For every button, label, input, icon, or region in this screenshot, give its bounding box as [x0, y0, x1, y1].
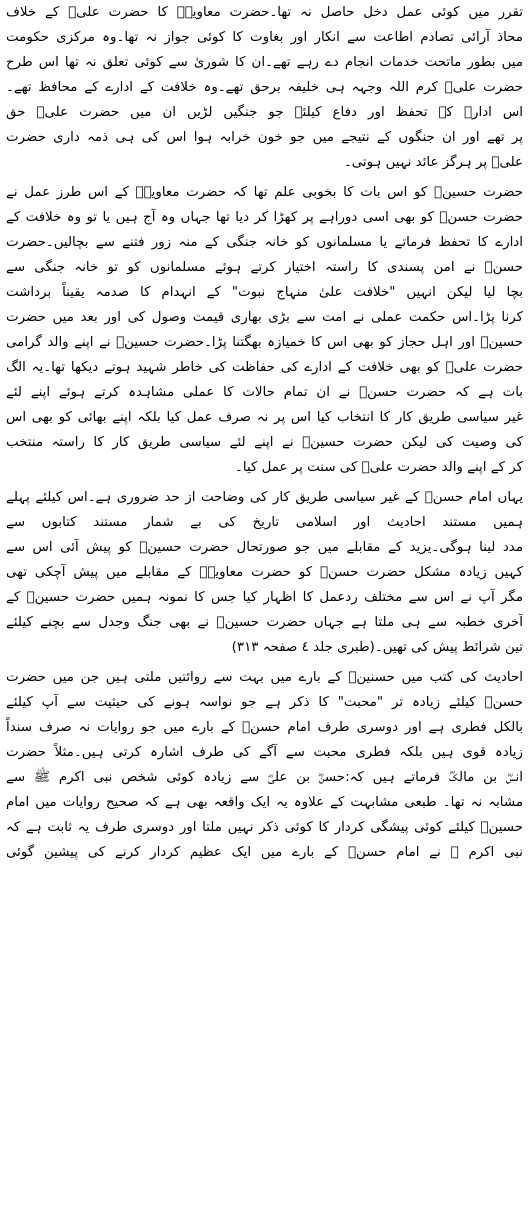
- text-line: میں بطور ماتحت خدمات انجام دے رہے تھے۔ان کا شوریٰ سے کوئی تعلق نہ تھا اس طرح: [6, 55, 523, 70]
- text-line: حضرت حسینؓ کو اس بات کا بخوبی علم تھا کہ حضرت معاویہؓ کے اس طرز عمل نے: [6, 185, 523, 200]
- text-line: بچا لیا لیکن انہیں "خلافت علیٰ منہاج نبوت" کے انہدام کا صدمہ یقیناً برداشت: [6, 285, 523, 300]
- text-line: کہیں زیادہ مشکل حضرت حسنؓ کو حضرت معاویہؓ کے مقابلے میں پیش آچکی تھی: [6, 565, 523, 580]
- text-line: زیادہ قوی ہیں بلکہ فطری محبت سے آگے کی طرف اشارہ کرتی ہیں۔مثلاً حضرت: [6, 745, 523, 760]
- text-line: اس ادارے کے تحفظ اور دفاع کیلئے جو جنگیں لڑیں ان میں حضرت علیؓ حق: [6, 105, 523, 120]
- text-line: علیؓ پر ہرگز عائد نہیں ہوتی۔: [343, 155, 523, 170]
- text-line: حضرت علیؓ کرم اللہ وجہہ ہی خلیفہ برحق تھے۔وہ خلافت کے ادارے کے محافظ تھے۔: [6, 80, 523, 95]
- text-line: تقرر میں کوئی عمل دخل حاصل نہ تھا۔حضرت معاویہؓ کا حضرت علیؓ کے خلاف: [6, 5, 523, 20]
- text-line: حضرت علیؓ کو بھی خلافت کے ادارے کی حفاظت کی خاطر شہید ہوتے دیکھا تھا۔یہ الگ: [6, 360, 523, 375]
- text-line: بات ہے کہ حضرت حسنؓ نے ان تمام حالات کا عملی مشاہدہ کرتے ہوئے اپنے لئے: [6, 385, 523, 400]
- text-line: ادارے کا تحفظ فرماتے یا مسلمانوں کو خانہ جنگی کے منہ زور فتنے سے بچالیں۔حضرت: [6, 235, 523, 250]
- text-line: مشابہ نہ تھا۔ طبعی مشابہت کے علاوہ یہ ایک واقعہ بھی ہے کہ صحیح روایات میں امام: [6, 795, 523, 810]
- paragraph: [6, 665, 523, 865]
- text-line: کر کے اپنے والد حضرت علیؓ کی سنت پر عمل کیا۔: [235, 460, 523, 475]
- text-line: ہمیں مستند احادیث اور اسلامی تاریخ کی بے شمار مستند کتابوں سے: [6, 515, 523, 530]
- text-line: حسنؓ کیلئے زیادہ تر "محبت" کا ذکر ہے جو نواسہ ہونے کی حیثیت سے آپ کیلئے: [6, 695, 523, 710]
- text-line: حسنؓ نے امن پسندی کا راستہ اختیار کرتے ہوئے مسلمانوں کو تو خانہ جنگی سے: [6, 260, 523, 275]
- text-line: تین شرائط پیش کی تھیں۔(طبری جلد ٤ صفحہ ٣١٣): [231, 640, 523, 655]
- text-line: محاذ آرائی تصادم اطاعت سے انکار اور بغاوت کا کوئی جواز نہ تھا۔وہ مرکزی حکومت: [6, 30, 523, 45]
- text-line: مدد لینا ہوگی۔یزید کے مقابلے میں جو صورتحال حضرت حسینؓ کو پیش آئی اس سے: [6, 540, 523, 555]
- text-line: احادیث کی کتب میں حسنینؓ کے بارے میں بہت سے روائتیں ملتی ہیں جن میں حضرت: [6, 670, 523, 685]
- text-line: نبی اکرم ﷺ نے امام حسنؓ کے بارے میں ایک عظیم کردار کرنے کی پیشین گوئی: [6, 845, 523, 860]
- text-line: یہاں امام حسنؓ کے غیر سیاسی طریق کار کی وضاحت از حد ضروری ہے۔اس کیلئے پہلے: [6, 490, 523, 505]
- text-line: حسینؓ اور اہل حجاز کو بھی اس کا خمیازہ بھگتنا پڑا۔حضرت حسینؓ نے اپنے والد گرامی: [6, 335, 523, 350]
- document-page: [6, 0, 523, 1209]
- text-line: آخری خطبہ سے ہی ملتا ہے جہاں حضرت حسینؓ نے بھی جنگ وجدل سے بچنے کیلئے: [6, 615, 523, 630]
- text-line: حضرت حسنؓ کو بھی اسی دوراہے پر کھڑا کر دیا تھا جہاں وہ آج ہیں یا تو وہ خلافت کے: [6, 210, 523, 225]
- text-line: انسؓ بن مالکؓ فرماتے ہیں کہ:حسنؓ بن علیؓ سے زیادہ کوئی شخص نبی اکرم ﷺ سے: [6, 770, 523, 785]
- paragraph: [6, 180, 523, 480]
- text-line: مگر آپ نے اس سے مختلف ردعمل کا اظہار کیا جس کا نمونہ ہمیں حضرت حسینؓ کے: [6, 590, 523, 605]
- paragraph: [6, 0, 523, 175]
- text-line: کرنا پڑا۔اس حکمت عملی نے امت سے بڑی بھاری قیمت وصول کی اور بعد میں حضرت: [6, 310, 523, 325]
- text-line: غیر سیاسی طریق کار کا انتخاب کیا اس پر نہ صرف عمل کیا بلکہ اپنے بھائی کو بھی اس: [6, 410, 523, 425]
- text-line: حسینؓ کیلئے کوئی پیشگی کردار کا کوئی ذکر نہیں ملتا اور دوسری طرف یہ ثابت ہے کہ: [6, 820, 523, 835]
- text-line: پر تھے اور ان جنگوں کے نتیجے میں جو خون خرابہ ہوا اس کی ہی ذمہ داری حضرت: [6, 130, 523, 145]
- text-line: بالکل فطری ہے اور دوسری طرف امام حسنؓ کے بارے میں جو روایات نہ صرف سنداً: [6, 720, 523, 735]
- text-line: کی وصیت کی لیکن حضرت حسینؓ نے اپنے لئے سیاسی طریق کار کا راستہ منتخب: [6, 435, 523, 450]
- paragraph: [6, 485, 523, 660]
